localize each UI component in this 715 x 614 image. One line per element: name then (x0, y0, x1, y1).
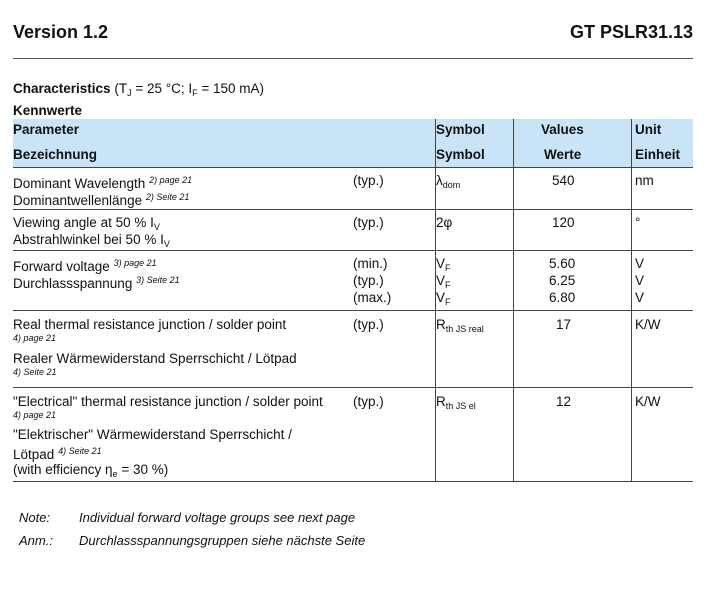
table-row (13, 251, 693, 311)
param-en: Viewing angle at 50 % $I_V$ (13, 215, 160, 232)
note-label-de: Anm.: (19, 533, 53, 548)
efficiency-note: (with efficiency $\eta_e = 30$ %) (13, 462, 169, 479)
param-de: Durchlassspannung $^{3) Seite 21}$ (13, 275, 180, 291)
condition: (typ.) (353, 173, 384, 188)
param-de: Realer Wärmewiderstand Sperrschicht / Lötpad (13, 351, 297, 366)
characteristics-table (13, 119, 693, 482)
condition: (typ.) (353, 215, 384, 230)
header-werte: Werte (544, 147, 582, 162)
param-en: Forward voltage $^{3) page 21}$ (13, 258, 157, 274)
value: 12 (556, 394, 572, 409)
param-de: "Elektrischer" Wärmewiderstand Sperrschicht / (13, 427, 292, 442)
symbol: $V_F$ (436, 256, 451, 273)
condition-max: (max.) (353, 290, 392, 305)
param-en-ref: 4) page 21 (13, 333, 57, 343)
note-text-de: Durchlassspannungsgruppen siehe nächste Seite (79, 533, 366, 548)
table-row (13, 168, 693, 210)
unit: K/W (635, 394, 661, 409)
header-unit: Unit (635, 122, 662, 137)
note-label-en: Note: (19, 510, 51, 525)
header-einheit: Einheit (635, 147, 681, 162)
condition: (typ.) (353, 317, 384, 332)
table-row (13, 210, 693, 251)
version-label: Version 1.2 (13, 22, 109, 42)
table-row (13, 388, 693, 482)
part-number: GT PSLR31.13 (569, 22, 693, 42)
header-bezeichnung: Bezeichnung (13, 147, 98, 162)
table-caption (13, 80, 264, 120)
unit: V (635, 256, 645, 271)
value-max: 6.80 (549, 290, 576, 305)
condition-min: (min.) (353, 256, 388, 271)
caption-title-de: Kennwerte (13, 103, 83, 118)
value: 540 (552, 173, 575, 188)
unit: K/W (635, 317, 661, 332)
symbol: $R_{th JS el}$ (436, 394, 476, 411)
header-parameter: Parameter (13, 122, 80, 137)
condition-typ: (typ.) (353, 273, 384, 288)
header-symbol-de: Symbol (436, 147, 485, 162)
table-header (13, 119, 693, 168)
table-row (13, 311, 693, 388)
symbol: $\lambda_{dom}$ (436, 173, 461, 190)
caption-conditions: ($T_J = 25$ °C; $I_F = 150$ mA) (114, 81, 265, 98)
param-en: "Electrical" thermal resistance junction / solder point (13, 394, 323, 409)
page-header (13, 22, 693, 59)
unit: nm (635, 173, 654, 188)
caption-title-en: Characteristics (13, 81, 111, 96)
symbol: $R_{th JS real}$ (436, 317, 484, 334)
header-values: Values (541, 122, 584, 137)
value-typ: 6.25 (549, 273, 576, 288)
value: 120 (552, 215, 575, 230)
unit: V (635, 273, 645, 288)
unit: ° (635, 215, 641, 230)
param-en: Real thermal resistance junction / solder point (13, 317, 287, 332)
header-symbol: Symbol (436, 122, 485, 137)
value-min: 5.60 (549, 256, 576, 271)
param-en: Dominant Wavelength $^{2) page 21}$ (13, 175, 193, 191)
value: 17 (556, 317, 572, 332)
note-text-en: Individual forward voltage groups see next page (79, 510, 356, 525)
param-de-ref: 4) Seite 21 (13, 367, 57, 377)
symbol: $V_F$ (436, 290, 451, 307)
unit: V (635, 290, 645, 305)
symbol: 2φ (436, 215, 453, 230)
param-en-ref: 4) page 21 (13, 410, 57, 420)
symbol: $V_F$ (436, 273, 451, 290)
param-de: Dominantwellenlänge $^{2) Seite 21}$ (13, 192, 190, 208)
param-de-2: Lötpad $^{4) Seite 21}$ (13, 446, 102, 462)
condition: (typ.) (353, 394, 384, 409)
param-de: Abstrahlwinkel bei 50 % $I_V$ (13, 232, 170, 249)
